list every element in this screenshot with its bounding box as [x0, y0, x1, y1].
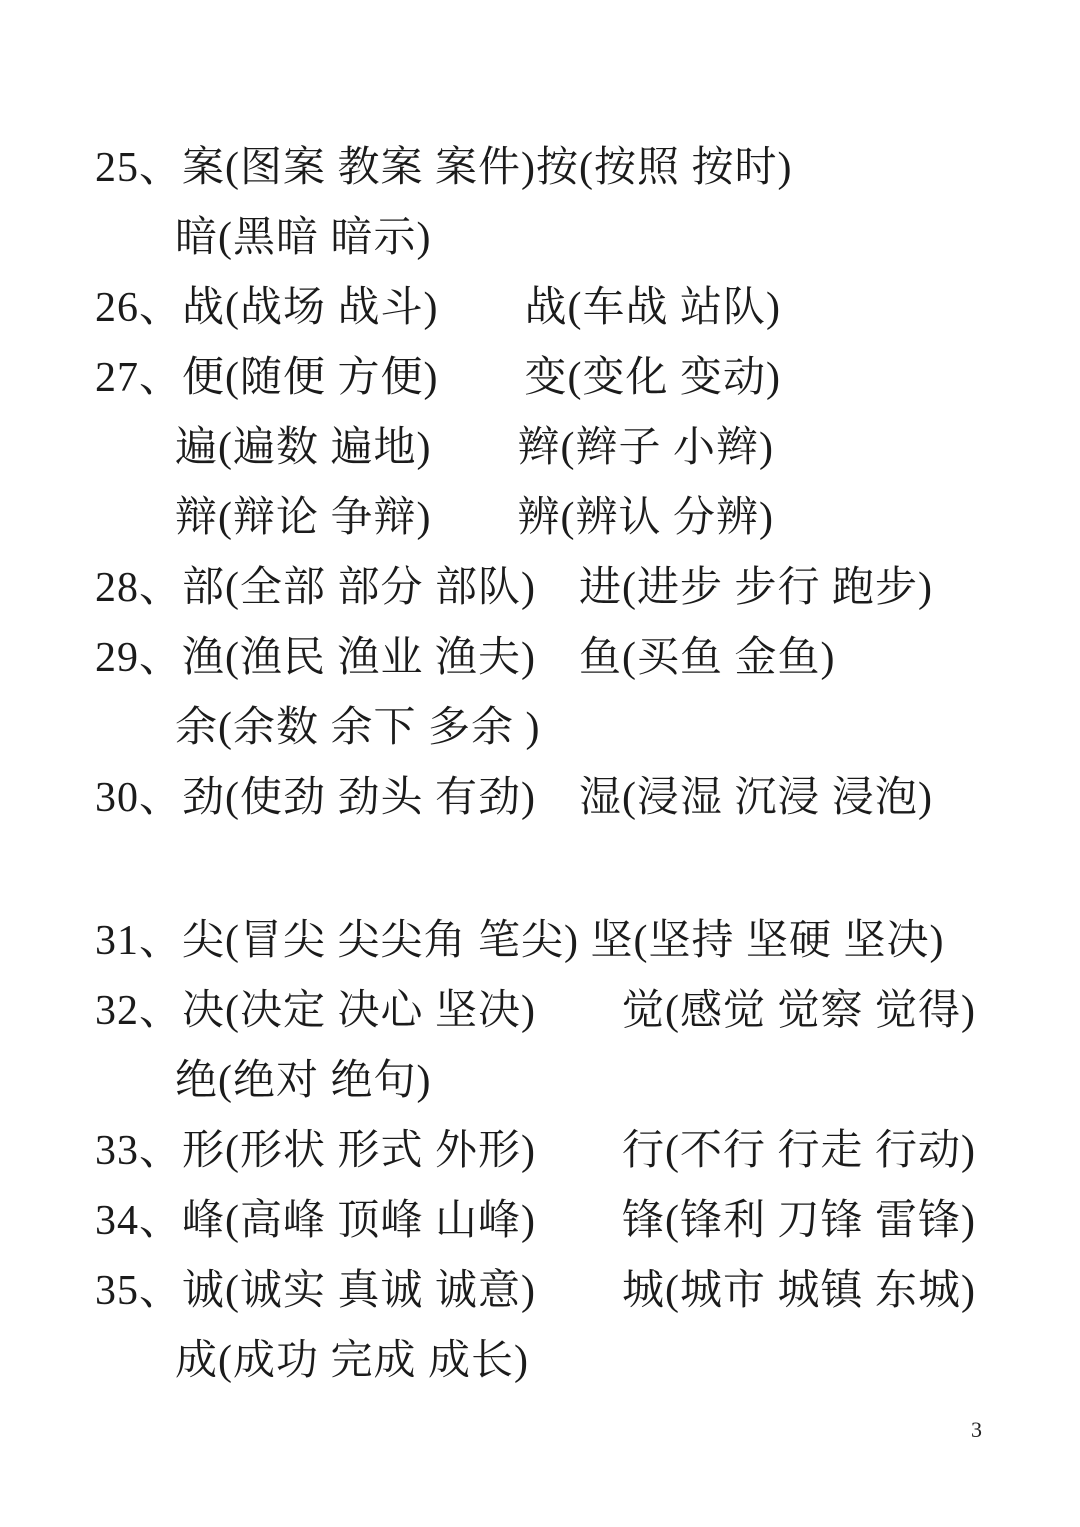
item-text: 峰(高峰 顶峰 山峰) 锋(锋利 刀锋 雷锋) [182, 1198, 976, 1244]
list-item [95, 483, 1040, 553]
list-item [95, 553, 1040, 623]
item-text: 战(战场 战斗) 战(车战 站队) [182, 285, 781, 331]
item-text: 绝(绝对 绝句) [175, 1058, 432, 1104]
list-item [95, 343, 1040, 413]
item-text: 渔(渔民 渔业 渔夫) 鱼(买鱼 金鱼) [182, 635, 836, 681]
item-number: 35、 [95, 1268, 183, 1314]
list-item [95, 1326, 1040, 1396]
list-item [95, 203, 1040, 273]
item-text: 决(决定 决心 坚决) 觉(感觉 觉察 觉得) [182, 988, 976, 1034]
list-item [95, 1186, 1040, 1256]
item-number: 29、 [95, 635, 183, 681]
page-number: 3 [971, 1417, 982, 1442]
item-text: 辩(辩论 争辩) 辨(辨认 分辨) [175, 495, 774, 541]
item-text: 遍(遍数 遍地) 辫(辫子 小辫) [175, 425, 774, 471]
list-item [95, 273, 1040, 343]
item-number: 32、 [95, 988, 183, 1034]
item-number: 34、 [95, 1198, 183, 1244]
item-number: 31、 [95, 918, 183, 964]
list-item [95, 906, 1040, 976]
list-item [95, 623, 1040, 693]
list-item [95, 1116, 1040, 1186]
list-item [95, 1046, 1040, 1116]
list-item [95, 763, 1040, 833]
item-text: 暗(黑暗 暗示) [175, 215, 432, 261]
item-number: 26、 [95, 285, 183, 331]
item-number: 25、 [95, 145, 183, 191]
list-item [95, 413, 1040, 483]
item-text: 案(图案 教案 案件)按(按照 按时) [182, 145, 793, 191]
list-item [95, 1256, 1040, 1326]
item-number: 30、 [95, 775, 183, 821]
list-item [95, 976, 1040, 1046]
item-text: 诚(诚实 真诚 诚意) 城(城市 城镇 东城) [182, 1268, 976, 1314]
item-number: 27、 [95, 355, 183, 401]
list-item [95, 133, 1040, 203]
item-text: 形(形状 形式 外形) 行(不行 行走 行动) [182, 1128, 976, 1174]
item-text: 便(随便 方便) 变(变化 变动) [182, 355, 781, 401]
item-text: 成(成功 完成 成长) [175, 1338, 529, 1384]
item-text: 余(余数 余下 多余 ) [175, 705, 541, 751]
item-number: 33、 [95, 1128, 183, 1174]
section-gap [95, 833, 1040, 906]
item-text: 劲(使劲 劲头 有劲) 湿(浸湿 沉浸 浸泡) [182, 775, 933, 821]
list-item [95, 693, 1040, 763]
item-number: 28、 [95, 565, 183, 611]
item-text: 尖(冒尖 尖尖角 笔尖) 坚(坚持 坚硬 坚决) [182, 918, 945, 964]
item-text: 部(全部 部分 部队) 进(进步 步行 跑步) [182, 565, 933, 611]
